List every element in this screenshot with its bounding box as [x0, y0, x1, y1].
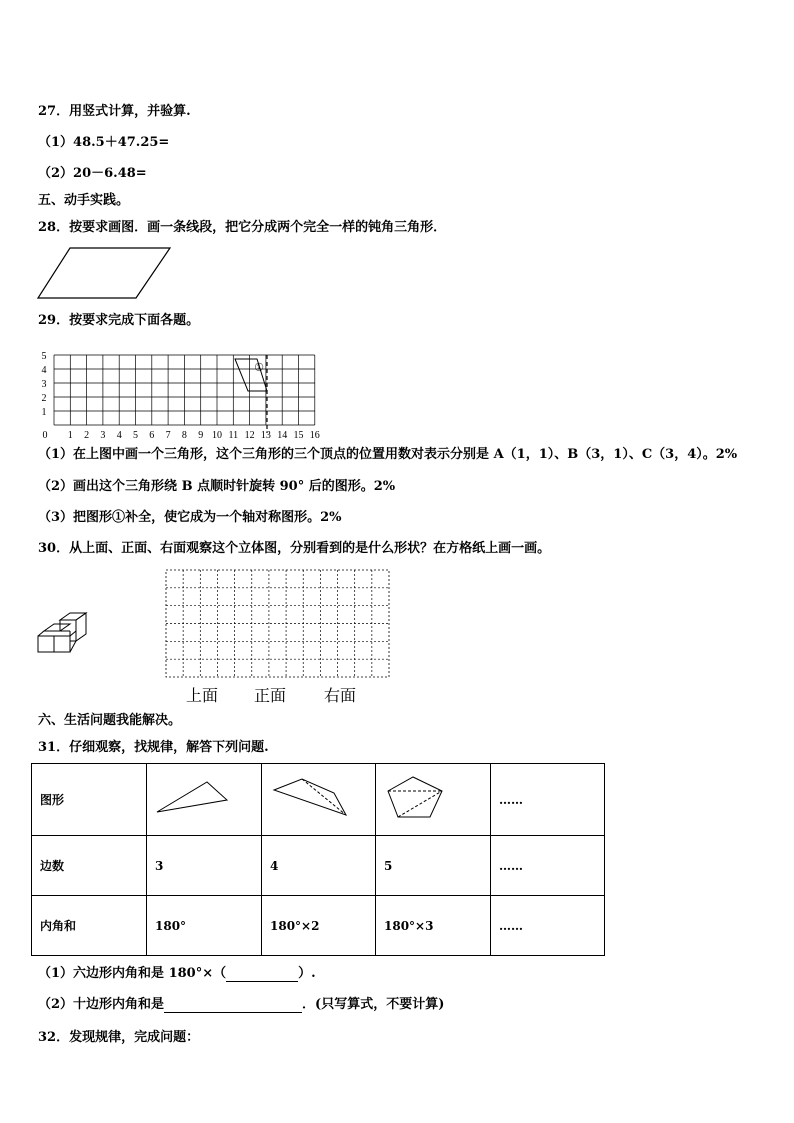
- x-tick-label: 6: [149, 430, 155, 440]
- x-tick-label: 13: [260, 430, 271, 440]
- y-tick-label: 5: [41, 351, 47, 362]
- y-tick-label: 2: [41, 393, 47, 404]
- q27-title: 27．用竖式计算，并验算.: [38, 104, 191, 119]
- angle-sum-cell: 180°×2: [262, 896, 376, 956]
- x-tick-label: 7: [165, 430, 171, 440]
- coordinate-grid: [36, 335, 336, 440]
- row-header-angle-sum: 内角和: [32, 896, 147, 956]
- row-header-sides: 边数: [32, 836, 147, 896]
- x-tick-label: 2: [84, 430, 90, 440]
- angle-sum-cell: 180°: [147, 896, 262, 956]
- x-tick-label: 9: [198, 430, 204, 440]
- triangle-icon: [155, 778, 235, 818]
- y-tick-label: 1: [41, 407, 47, 418]
- sides-cell: ……: [491, 836, 605, 896]
- x-tick-label: 8: [181, 430, 187, 440]
- x-tick-label: 1: [67, 430, 73, 440]
- q32-title: 32．发现规律，完成问题：: [38, 1030, 200, 1045]
- x-tick-label: 10: [212, 430, 222, 440]
- x-tick-label: 3: [100, 430, 106, 440]
- x-tick-label: 16: [309, 430, 320, 440]
- q29-part-3: [38, 510, 341, 526]
- triangle-cell: [147, 764, 262, 836]
- q29-title: 29．按要求完成下面各题。: [38, 313, 200, 328]
- quadrilateral-icon: [270, 777, 355, 819]
- answer-blank-hexagon[interactable]: [226, 968, 298, 982]
- q27-part-2: （2）20－6.48=: [38, 166, 147, 181]
- quadrilateral-cell: [262, 764, 376, 836]
- table-row: [32, 896, 605, 956]
- section-5-heading: 五、动手实践。: [38, 193, 130, 208]
- x-tick-label: 4: [116, 430, 122, 440]
- table-row: [32, 836, 605, 896]
- y-tick-label: 3: [41, 379, 47, 390]
- q31-part-2-b: ．(只写算式，不要计算): [302, 997, 445, 1012]
- section-6-heading: 六、生活问题我能解决。: [38, 713, 182, 728]
- polygon-pattern-table: [31, 763, 605, 956]
- q28-title: 28．按要求画图．画一条线段，把它分成两个完全一样的钝角三角形．: [38, 220, 447, 235]
- x-tick-label: 12: [244, 430, 255, 440]
- q29-part-3-a: （3）把图形: [38, 510, 113, 525]
- q31-part-1-b: ）.: [298, 966, 316, 981]
- q29-part-1: （1）在上图中画一个三角形，这个三角形的三个顶点的位置用数对表示分别是 A（1，1）、B（3，1）、C（3，4）。2%: [38, 447, 738, 462]
- angle-sum-cell: ……: [491, 896, 605, 956]
- view-label-front: 正面: [254, 686, 287, 705]
- q31-part-1-a: （1）六边形内角和是 180°×（: [38, 966, 227, 981]
- origin-label: 0: [42, 430, 48, 440]
- y-tick-label: 4: [41, 365, 47, 376]
- q31-part-2-a: （2）十边形内角和是: [38, 997, 165, 1012]
- q27-part-1: （1）48.5＋47.25=: [38, 135, 170, 150]
- pentagon-cell: [376, 764, 491, 836]
- answer-blank-decagon[interactable]: [164, 999, 302, 1013]
- table-row: [32, 764, 605, 836]
- shape-1-label: ①: [254, 362, 264, 374]
- pentagon-icon: [384, 773, 469, 823]
- row-header-shape: 图形: [32, 764, 147, 836]
- shape-1-inline-mark: ①: [112, 510, 126, 525]
- cube-solid-figure: [36, 610, 92, 656]
- q29-part-2: （2）画出这个三角形绕 B 点顺时针旋转 90° 后的图形。2%: [38, 479, 396, 494]
- x-tick-label: 14: [277, 430, 288, 440]
- sides-cell: 3: [147, 836, 262, 896]
- q31-title: 31．仔细观察，找规律，解答下列问题.: [38, 740, 269, 755]
- view-label-top: 上面: [186, 686, 219, 705]
- more-shapes-cell: ……: [491, 764, 605, 836]
- x-tick-label: 5: [133, 430, 138, 440]
- q30-title: 30．从上面、正面、右面观察这个立体图，分别看到的是什么形状？在方格纸上画一画。: [38, 541, 551, 556]
- q29-part-3-b: 补全，使它成为一个轴对称图形。2%: [125, 510, 342, 525]
- angle-sum-cell: 180°×3: [376, 896, 491, 956]
- view-label-right: 右面: [324, 686, 357, 705]
- x-tick-label: 15: [293, 430, 304, 440]
- x-tick-label: 11: [228, 430, 239, 440]
- parallelogram-figure: [36, 245, 176, 302]
- sides-cell: 5: [376, 836, 491, 896]
- sides-cell: 4: [262, 836, 376, 896]
- q31-part-1: [38, 966, 316, 982]
- q31-part-2: [38, 997, 444, 1013]
- dotted-drawing-grid: [165, 569, 391, 679]
